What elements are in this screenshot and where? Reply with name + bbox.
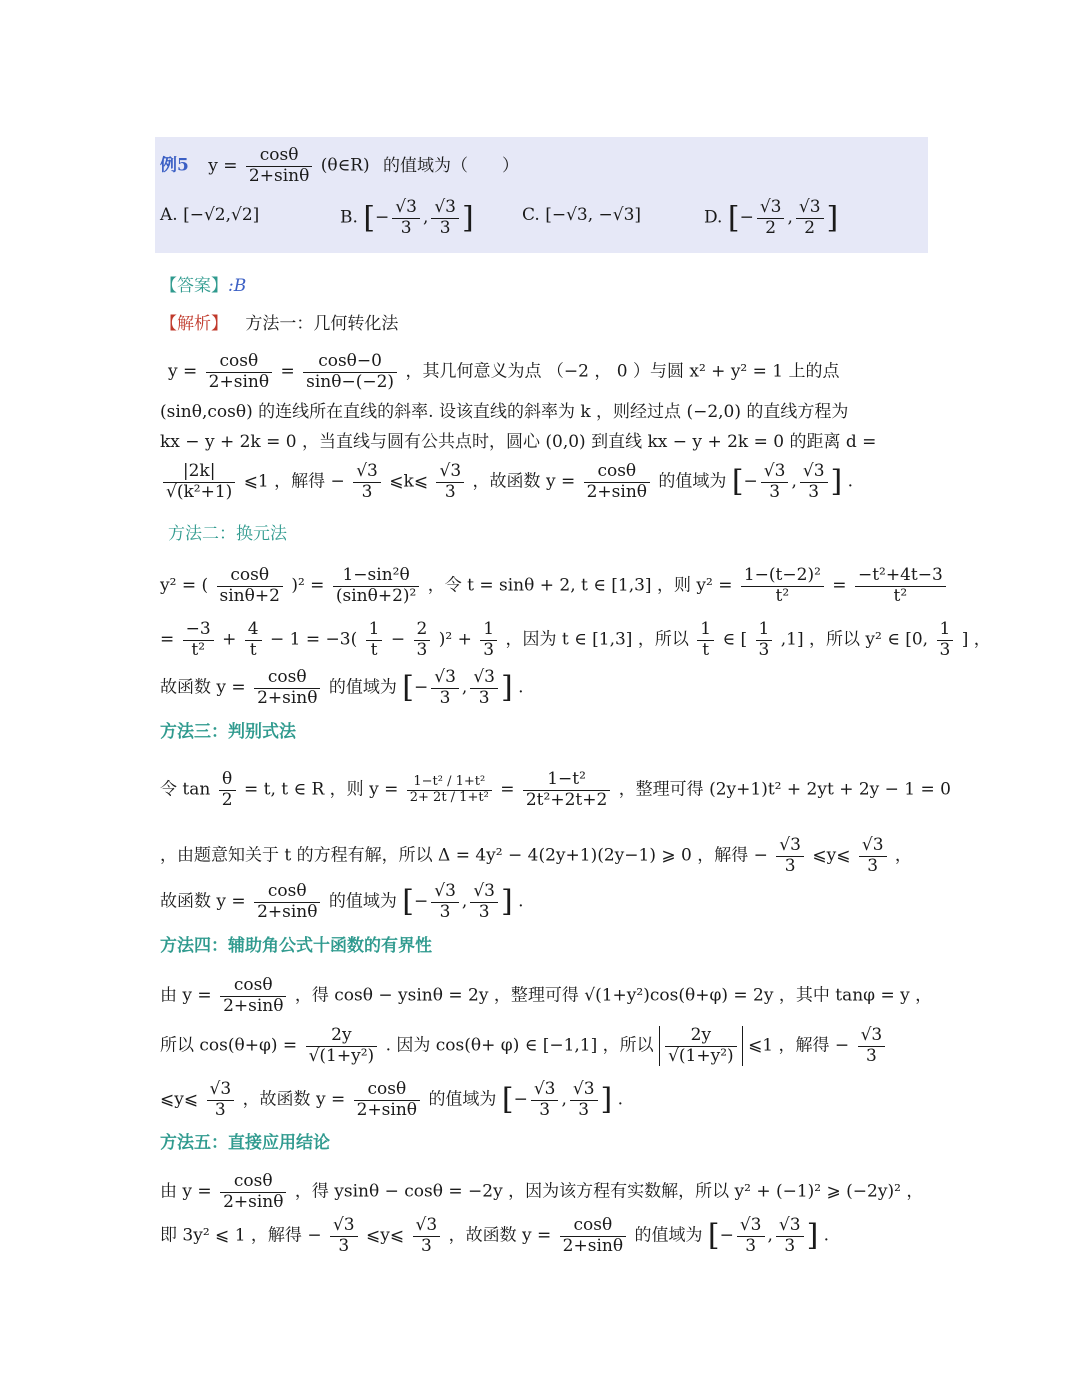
m3-line1-den2: 2+ 2t / 1+t²	[409, 789, 489, 805]
m2-line1-a: y² = (	[160, 575, 209, 596]
m2-line2-den2: t	[249, 639, 257, 660]
m2-line2-t-1: t	[370, 639, 378, 660]
option-b-den-2: 3	[439, 217, 451, 238]
m5-line1-num: cosθ	[220, 1172, 286, 1193]
m5-line2-num: cosθ	[560, 1216, 626, 1237]
m5-line2-three-2: 3	[420, 1235, 432, 1256]
m2-line2-three-3: 3	[758, 639, 770, 660]
m2-conclusion-a: 故函数 y =	[160, 677, 246, 698]
m3-line1-c: ，整理可得 (2y+1)t² + 2yt + 2y − 1 = 0	[618, 779, 951, 800]
question-stem	[160, 146, 519, 186]
m2-line2-b: +	[222, 629, 237, 650]
m3-line1-den1: 2	[221, 789, 233, 810]
m1-line4-y-den: 2+sinθ	[586, 481, 648, 502]
m2-line1-den1: sinθ+2	[219, 585, 280, 606]
m4-line3: ⩽y⩽ $\frac{√3}{3}$ ，故函数 y = $\frac{\cos\theta}{2+\sin\theta}$ 的值域为 [− $\frac{√3}{3}$ , $\frac{√3}{3}$ ] .	[160, 1079, 624, 1120]
m1-line1-den1: 2+sinθ	[208, 371, 270, 392]
m4-line1-num: cosθ	[220, 976, 286, 997]
m4-line3-b: ，故函数 y =	[242, 1089, 346, 1110]
m1-range-num-1: √3	[761, 462, 789, 483]
m2-line2-two: 2	[414, 620, 431, 641]
m4-range-num-1: √3	[531, 1080, 559, 1101]
m1-line1: y = $\frac{\cos\theta}{2+\sin\theta}$ = $\frac{\cos\theta-0}{\sin\theta-(-2)}$ ，其几何意义为点 （−2 ， 0 ）与圆 x² + y² = 1 上的点	[168, 351, 840, 392]
analysis-header	[160, 316, 398, 333]
m4-line1-b: ，得 cosθ − ysinθ = 2y ，整理可得 √(1+y²)cos(θ+φ) = 2y ，其中 tanφ = y ，	[294, 985, 933, 1006]
option-d-label: D.	[704, 207, 723, 228]
m2-line1: y² = ( $\frac{\cos\theta}{\sin\theta+2}$ )² = $\frac{\text{1−sin²θ}}{\text{(sinθ+2)²}}$ ，令 t = sinθ + 2, t ∈ [1,3] ，则 y² = $\frac{\text{1−(t−2)²}}{\text{t²}}$ = $\frac{\text{−t²+4t−3}}{\text{t²}}$	[160, 566, 949, 606]
m3-line1: 令 tan $\frac{\theta}{2}$ = t, t ∈ R ，则 y = $\frac{\text{1−t² / 1+t²}}{\text{2+ 2t / 1+t²}}$ = $\frac{\text{1−t²}}{\text{2t²+2t+2}}$ ，整理可得 (2y+1)t² + 2yt + 2y − 1 = 0	[160, 769, 951, 810]
m3-line2-a: ，由题意知关于 t 的方程有解，所以 Δ = 4y² − 4(2y+1)(2y−1) ⩾ 0 ，解得 −	[160, 845, 768, 866]
m4-line2-a: 所以 cos(θ+φ) =	[160, 1035, 298, 1056]
analysis-label: 【解析】	[160, 314, 228, 334]
m2-line2-f: ，因为 t ∈ [1,3] ，所以	[505, 629, 689, 650]
m2-line2-i: ] ，	[961, 629, 991, 650]
m3-conclusion-den: 2+sinθ	[257, 901, 318, 922]
m2-line1-den4: t²	[775, 585, 790, 606]
m5-line2: 即 3y² ⩽ 1 ，解得 − $\frac{√3}{3}$ ⩽y⩽ $\frac{√3}{3}$ ，故函数 y = $\frac{\cos\theta}{2+\sin\theta}$ 的值域为 [− $\frac{√3}{3}$ , $\frac{√3}{3}$ ] .	[160, 1215, 830, 1256]
m2-line2-three-4: 3	[939, 639, 951, 660]
m4-line2	[160, 1026, 888, 1066]
option-a[interactable]: A. [−√2,√2]	[160, 205, 260, 225]
m3-line2	[160, 836, 912, 876]
stem-den: 2+sinθ	[248, 165, 310, 186]
m2-line2-a: =	[160, 629, 175, 650]
m1-line3: kx − y + 2k = 0 ，当直线与圆有公共点时，圆心 (0,0) 到直线 kx − y + 2k = 0 的距离 d =	[160, 432, 877, 452]
m3-line2-three-1: 3	[784, 855, 796, 876]
m1-line4-sqrt3-2: √3	[436, 462, 464, 483]
m1-range-num-2: √3	[800, 462, 828, 483]
stem-domain: (θ∈R)	[320, 155, 370, 176]
m2-line2-three-1: 3	[416, 639, 428, 660]
option-d-den-1: 2	[765, 217, 777, 238]
m2-line1-num5: −t²+4t−3	[855, 566, 946, 587]
m4-line1-a: 由 y =	[160, 985, 212, 1006]
m3-line1-b: = t, t ∈ R ，则 y =	[243, 779, 399, 800]
m3-conclusion-a: 故函数 y =	[160, 891, 246, 912]
option-d-den-2: 2	[804, 217, 816, 238]
question-label: 例5	[160, 155, 189, 176]
option-b-label: B.	[340, 207, 358, 228]
m5-line2-c: ，故函数 y =	[448, 1225, 552, 1246]
m5-line2-den: 2+sinθ	[562, 1235, 624, 1256]
m4-line2-three: 3	[866, 1045, 877, 1066]
m3-conclusion: 故函数 y = $\frac{\cos\theta}{2+\sin\theta}$ 的值域为 [− $\frac{√3}{3}$ , $\frac{√3}{3}$ ] .	[160, 881, 524, 922]
m2-line2-c: − 1 = −3(	[270, 629, 358, 650]
m3-line2-c: ，	[894, 845, 912, 866]
m4-range-den-2: 3	[578, 1099, 590, 1120]
m1-range-den-2: 3	[808, 481, 820, 502]
m1-line4-d: 的值域为	[658, 471, 727, 492]
m2-line2-h: ,1] ，所以 y² ∈ [0,	[780, 629, 929, 650]
option-b-num-1: √3	[392, 198, 420, 219]
m1-line4-den: √(k²+1)	[166, 481, 233, 502]
m3-line1-num2: 1−t² / 1+t²	[407, 775, 492, 791]
m1-line4-a: ⩽1 ，解得 −	[243, 471, 345, 492]
m4-line1-den: 2+sinθ	[223, 995, 284, 1016]
m3-line2-sqrt3-2: √3	[859, 836, 887, 857]
stem-fraction	[246, 146, 312, 186]
m5-line1	[160, 1172, 923, 1212]
m2-line1-den5: t²	[893, 585, 908, 606]
m4-range-den-1: 3	[539, 1099, 551, 1120]
option-b-den-1: 3	[400, 217, 412, 238]
m4-line2-num1: 2y	[306, 1026, 378, 1047]
method4-title: 方法四：辅助角公式十函数的有界性	[160, 936, 432, 956]
m2-conclusion-den: 2+sinθ	[257, 687, 318, 708]
option-b-num-2: √3	[431, 198, 459, 219]
m1-line1-text: ，其几何意义为点 （−2 ， 0 ）与圆 x² + y² = 1 上的点	[405, 361, 840, 382]
m2-line2-g: ∈ [	[722, 629, 748, 650]
m4-line2-den1: √(1+y²)	[308, 1045, 375, 1066]
option-d-num-2: √3	[796, 198, 824, 219]
m5-line2-sqrt3-2: √3	[413, 1216, 441, 1237]
m2-line2-one-5: 1	[937, 620, 954, 641]
m4-line3-den: 2+sinθ	[356, 1099, 418, 1120]
m4-line2-num2: 2y	[665, 1026, 737, 1047]
m2-line2-den1: t²	[191, 639, 206, 660]
m2-range-den-1: 3	[439, 687, 451, 708]
m2-line2-num2: 4	[245, 620, 262, 641]
m3-line1-den3: 2t²+2t+2	[525, 789, 608, 810]
m5-range-num-1: √3	[737, 1216, 765, 1237]
m4-line2-sqrt3: √3	[858, 1026, 886, 1047]
m1-line4-c: ，故函数 y =	[472, 471, 576, 492]
m2-range-num-1: √3	[431, 668, 459, 689]
m1-line4-three-2: 3	[444, 481, 456, 502]
m1-line4: $\frac{|2k|}{\text{√(k²+1)}}$ ⩽1 ，解得 − $\frac{√3}{3}$ ⩽k⩽ $\frac{√3}{3}$ ，故函数 y = $\frac{\cos\theta}{2+\sin\theta}$ 的值域为 [− $\frac{√3}{3}$ , $\frac{√3}{3}$ ] .	[160, 462, 853, 502]
m4-line3-num: cosθ	[354, 1080, 420, 1101]
m3-conclusion-b: 的值域为	[328, 891, 397, 912]
m1-line4-y-num: cosθ	[584, 462, 650, 483]
m2-line1-num3: 1−sin²θ	[333, 566, 419, 587]
m4-line2-den2: √(1+y²)	[668, 1045, 734, 1066]
m4-line3-c: 的值域为	[428, 1089, 497, 1110]
m2-line2-one-3: 1	[697, 620, 714, 641]
m5-line2-a: 即 3y² ⩽ 1 ，解得 −	[160, 1225, 322, 1246]
m5-range-num-2: √3	[776, 1216, 804, 1237]
m4-line3-a: ⩽y⩽	[160, 1089, 199, 1110]
m5-line2-three-1: 3	[338, 1235, 350, 1256]
m2-line2	[160, 620, 991, 660]
m3-line1-num3: 1−t²	[523, 770, 610, 791]
m4-line2-b: . 因为 cos(θ+ φ) ∈ [−1,1] ，所以	[385, 1035, 654, 1056]
m4-line3-sqrt3: √3	[207, 1080, 235, 1101]
answer-line	[160, 278, 246, 295]
answer-label: 【答案】	[160, 276, 228, 296]
m5-range-den-1: 3	[745, 1235, 757, 1256]
m5-line1-a: 由 y =	[160, 1181, 212, 1202]
m1-line4-num: |2k|	[163, 462, 235, 483]
method2-title: 方法二：换元法	[168, 524, 287, 544]
m1-line1-num2: cosθ−0	[303, 352, 397, 373]
m3-range-num-1: √3	[431, 882, 459, 903]
option-d[interactable]: D. [− $\frac{√3}{2}$ , $\frac{√3}{2}$ ]	[704, 197, 839, 238]
m4-line2-c: ⩽1 ，解得 −	[748, 1035, 850, 1056]
m2-line2-e: )² +	[438, 629, 472, 650]
m1-line2: (sinθ,cosθ) 的连线所在直线的斜率. 设该直线的斜率为 k ，则经过点 (−2,0) 的直线方程为	[160, 402, 849, 422]
stem-num: cosθ	[246, 146, 312, 167]
answer-value: :B	[228, 276, 247, 296]
m2-line2-one-4: 1	[756, 620, 773, 641]
m3-line2-sqrt3-1: √3	[776, 836, 804, 857]
option-b[interactable]: B. [− $\frac{√3}{3}$ , $\frac{√3}{3}$ ]	[340, 197, 474, 238]
m5-line1-den: 2+sinθ	[223, 1191, 284, 1212]
m3-conclusion-num: cosθ	[254, 882, 320, 903]
m1-line4-sqrt3-1: √3	[353, 462, 381, 483]
m2-line2-d: −	[390, 629, 406, 650]
m2-line1-c: ，令 t = sinθ + 2, t ∈ [1,3] ，则 y² =	[427, 575, 733, 596]
m3-line1-a: 令 tan	[160, 779, 211, 800]
m2-conclusion-num: cosθ	[254, 668, 320, 689]
option-c[interactable]: C. [−√3, −√3]	[522, 205, 642, 225]
m1-line1-den2: sinθ−(−2)	[306, 371, 395, 392]
m5-line1-b: ，得 ysinθ − cosθ = −2y ，因为该方程有实数解，所以 y² + (−1)² ⩾ (−2y)² ，	[294, 1181, 924, 1202]
m5-range-den-2: 3	[784, 1235, 796, 1256]
m2-line2-one-1: 1	[366, 620, 383, 641]
m1-line4-b: ⩽k⩽	[389, 471, 429, 492]
m2-conclusion: 故函数 y = $\frac{\cos\theta}{2+\sin\theta}$ 的值域为 [− $\frac{√3}{3}$ , $\frac{√3}{3}$ ] .	[160, 667, 524, 708]
m2-line1-num4: 1−(t−2)²	[741, 566, 824, 587]
m4-range-num-2: √3	[570, 1080, 598, 1101]
method5-title: 方法五：直接应用结论	[160, 1133, 330, 1153]
m3-line1-num1: θ	[219, 770, 236, 791]
m2-line2-one-2: 1	[480, 620, 497, 641]
m2-line2-three-2: 3	[483, 639, 495, 660]
method3-title: 方法三：判别式法	[160, 722, 296, 742]
m2-line1-den3: (sinθ+2)²	[335, 585, 417, 606]
m5-line2-sqrt3-1: √3	[330, 1216, 358, 1237]
m3-range-den-2: 3	[478, 901, 490, 922]
m1-range-den-1: 3	[769, 481, 781, 502]
m3-line2-three-2: 3	[867, 855, 879, 876]
m2-range-den-2: 3	[478, 687, 490, 708]
m1-line4-three-1: 3	[361, 481, 373, 502]
stem-suffix: 的值域为（ ）	[383, 155, 520, 176]
m5-line2-d: 的值域为	[634, 1225, 703, 1246]
m5-line2-b: ⩽y⩽	[366, 1225, 405, 1246]
m2-conclusion-b: 的值域为	[328, 677, 397, 698]
m2-line1-num1: cosθ	[217, 566, 283, 587]
m4-line3-three: 3	[214, 1099, 226, 1120]
m2-line1-b: )² =	[291, 575, 325, 596]
m3-range-num-2: √3	[470, 882, 498, 903]
m1-line1-lhs: y =	[168, 361, 198, 382]
method1-title: 方法一：几何转化法	[245, 314, 399, 334]
m3-range-den-1: 3	[439, 901, 451, 922]
abs-value-bars	[659, 1026, 743, 1066]
m3-line2-b: ⩽y⩽	[812, 845, 851, 866]
m1-line1-num1: cosθ	[206, 352, 272, 373]
m2-range-num-2: √3	[470, 668, 498, 689]
m4-line1	[160, 976, 932, 1016]
stem-prefix: y =	[208, 155, 238, 176]
m2-line2-num1: −3	[183, 620, 214, 641]
option-d-num-1: √3	[757, 198, 785, 219]
m2-line2-t-2: t	[702, 639, 710, 660]
